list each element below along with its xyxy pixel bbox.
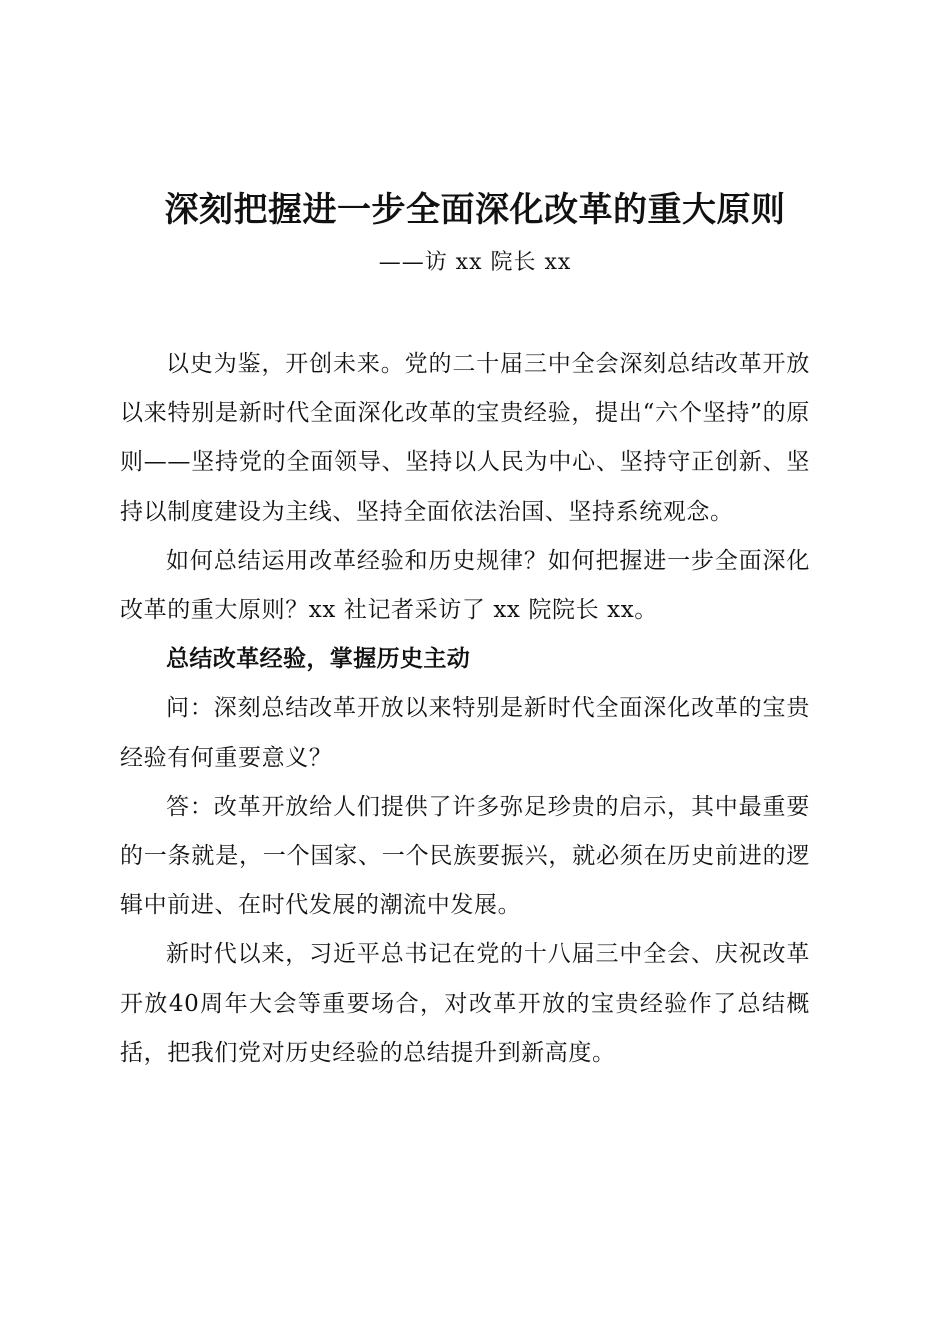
document-body bbox=[120, 340, 810, 1078]
paragraph-answer: 答：改革开放给人们提供了许多弥足珍贵的启示，其中最重要的一条就是，一个国家、一个民族要振兴，就必须在历史前进的逻辑中前进、在时代发展的潮流中发展。 bbox=[120, 793, 810, 919]
section-heading: 总结改革经验，掌握历史主动 bbox=[166, 646, 471, 673]
paragraph-new-era: 新时代以来，习近平总书记在党的十八届三中全会、庆祝改革开放40周年大会等重要场合，对改革开放的宝贵经验作了总结概括，把我们党对历史经验的总结提升到新高度。 bbox=[120, 941, 810, 1066]
document-subtitle: ——访 xx 院长 xx bbox=[378, 250, 572, 275]
paragraph-question: 问：深刻总结改革开放以来特别是新时代全面深化改革的宝贵经验有何重要意义？ bbox=[120, 695, 810, 771]
document-title: 深刻把握进一步全面深化改革的重大原则 bbox=[164, 190, 786, 230]
paragraph-question-lead: 如何总结运用改革经验和历史规律？如何把握进一步全面深化改革的重大原则？xx 社记者采访了 xx 院院长 xx。 bbox=[120, 547, 810, 624]
paragraph-intro: 以史为鉴，开创未来。党的二十届三中全会深刻总结改革开放以来特别是新时代全面深化改革的宝贵经验，提出“六个坚持”的原则——坚持党的全面领导、坚持以人民为中心、坚持守正创新、坚持以制度建设为主线、坚持全面依法治国、坚持系统观念。 bbox=[120, 351, 810, 525]
